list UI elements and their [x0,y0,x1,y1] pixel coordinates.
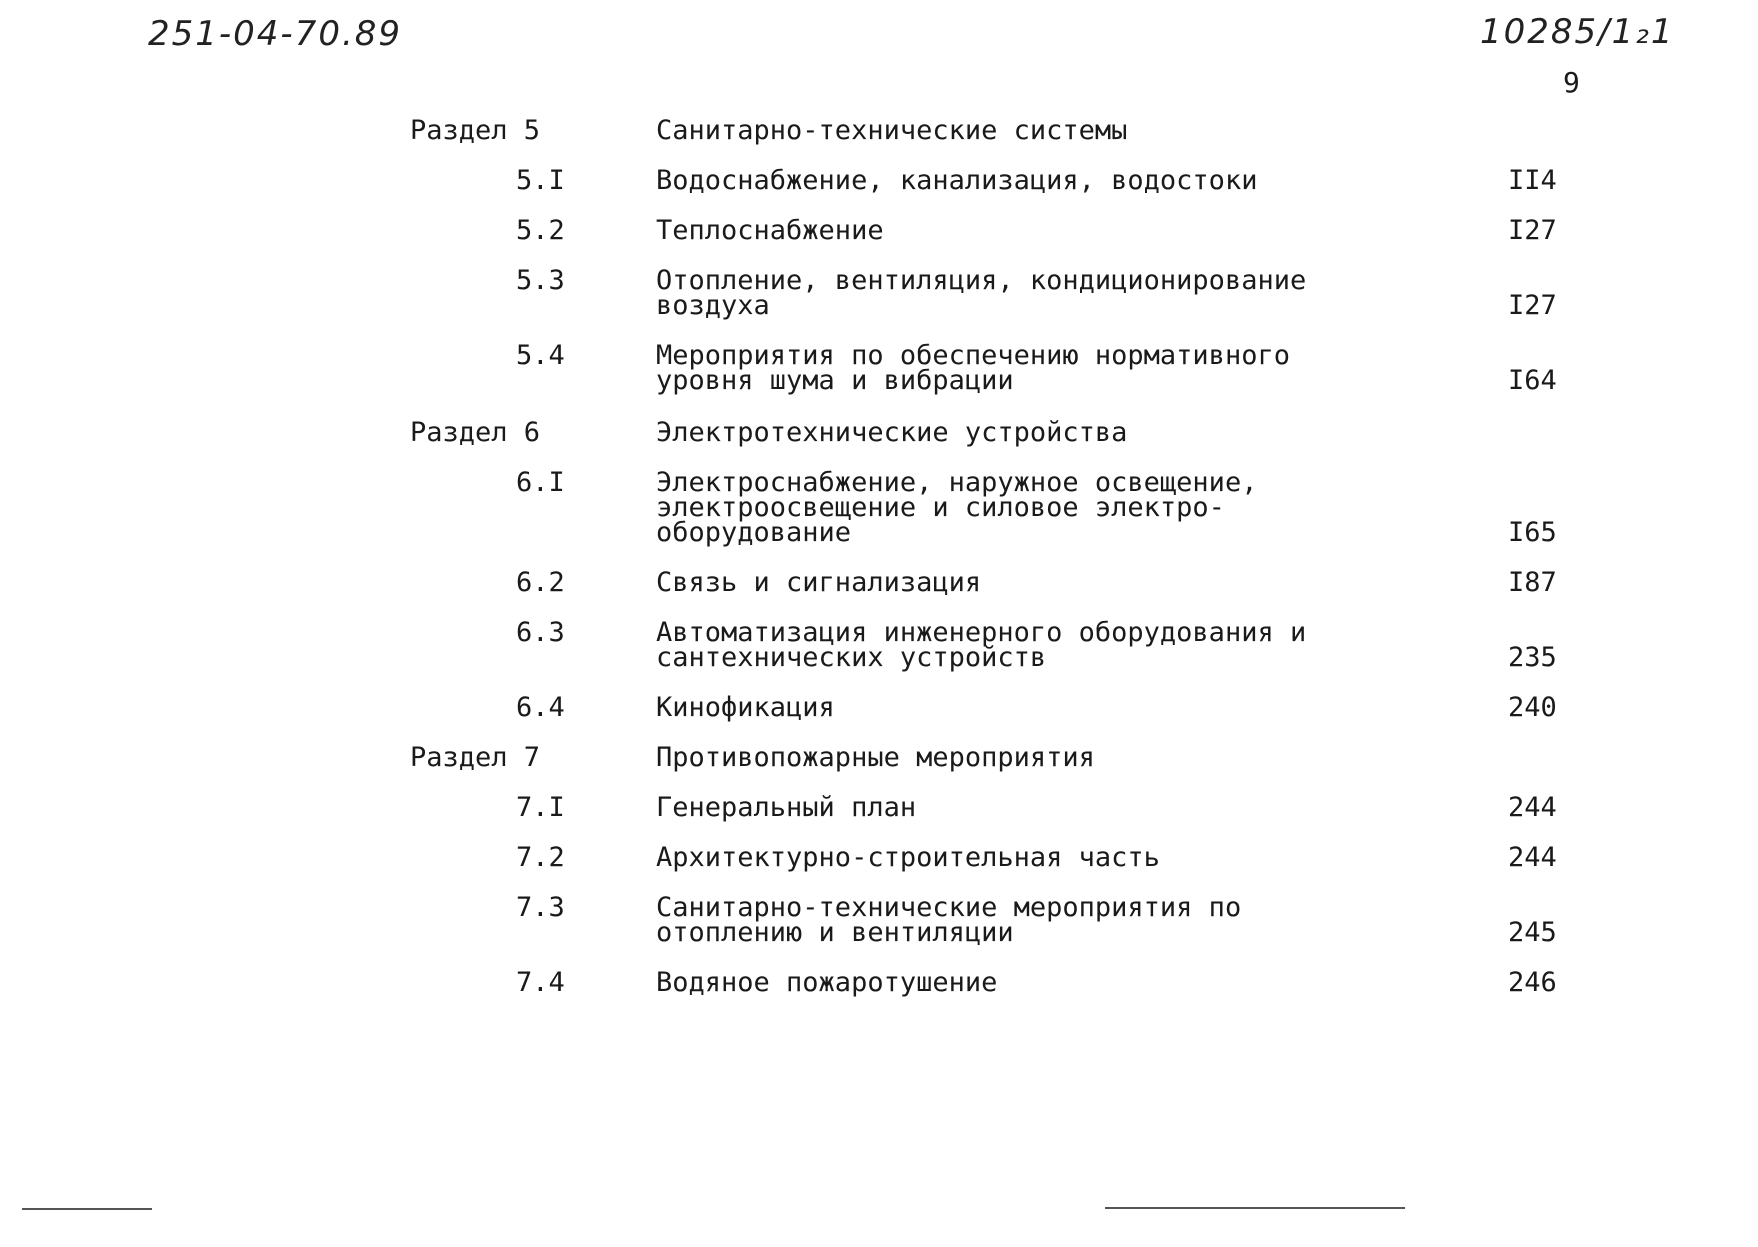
entry-title: Связь и сигнализация [656,567,982,598]
entry-number: 5.2 [516,215,565,246]
entry-title: Электроснабжение, наружное освещение, [656,467,1258,498]
entry-number: 6.4 [516,692,565,723]
entry-title: Генеральный план [656,792,917,823]
section-title: Электротехнические устройства [656,417,1128,448]
entry-title: Водяное пожаротушение [656,967,998,998]
entry-title: Архитектурно-строительная часть [656,842,1160,873]
entry-title: уровня шума и вибрации [656,365,1014,396]
entry-page: I27 [1508,215,1557,246]
entry-title: Водоснабжение, канализация, водостоки [656,165,1258,196]
entry-title: Отопление, вентиляция, кондиционирование [656,265,1307,296]
entry-title: Теплоснабжение [656,215,884,246]
entry-page: I87 [1508,567,1557,598]
entry-number: 5.3 [516,265,565,296]
entry-title: Автоматизация инженерного оборудования и [656,617,1307,648]
entry-page: I64 [1508,365,1557,396]
entry-number: 5.4 [516,340,565,371]
entry-number: 7.2 [516,842,565,873]
entry-number: 6.I [516,467,565,498]
page-number: 9 [1563,66,1580,99]
entry-page: 244 [1508,842,1557,873]
entry-number: 7.I [516,792,565,823]
entry-title: оборудование [656,517,852,548]
entry-number: 7.3 [516,892,565,923]
entry-title: отоплению и вентиляции [656,917,1014,948]
section-title: Санитарно-технические системы [656,115,1128,146]
entry-title: сантехнических устройств [656,642,1047,673]
section-label: Раздел 6 [410,417,541,448]
entry-number: 6.3 [516,617,565,648]
entry-page: 244 [1508,792,1557,823]
footer-rule-left [22,1208,152,1210]
entry-title: Мероприятия по обеспечению нормативного [656,340,1290,371]
entry-page: 246 [1508,967,1557,998]
entry-page: II4 [1508,165,1557,196]
footer-rule-right [1105,1207,1405,1209]
entry-title: Кинофикация [656,692,835,723]
document-code: 251-04-70.89 [148,14,403,54]
entry-page: 235 [1508,642,1557,673]
entry-page: 245 [1508,917,1557,948]
section-label: Раздел 7 [410,742,541,773]
entry-title: воздуха [656,290,770,321]
section-title: Противопожарные мероприятия [656,742,1095,773]
entry-number: 7.4 [516,967,565,998]
entry-page: I65 [1508,517,1557,548]
entry-number: 6.2 [516,567,565,598]
entry-number: 5.I [516,165,565,196]
entry-title: Санитарно-технические мероприятия по [656,892,1242,923]
sheet-reference: 10285/1₂1 [1480,12,1675,52]
section-label: Раздел 5 [410,115,541,146]
entry-title: электроосвещение и силовое электро- [656,492,1225,523]
entry-page: I27 [1508,290,1557,321]
entry-page: 240 [1508,692,1557,723]
